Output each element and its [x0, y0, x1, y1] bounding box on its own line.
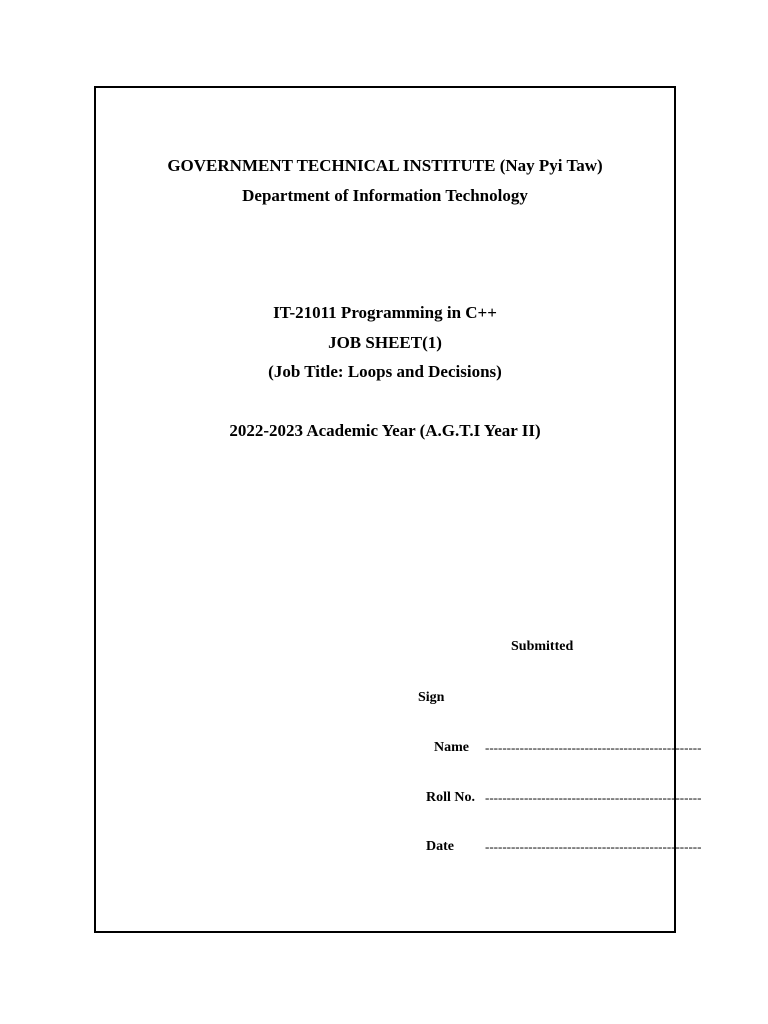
roll-no-label: Roll No.	[426, 790, 475, 805]
cover-page-frame	[94, 86, 702, 933]
institute-title: GOVERNMENT TECHNICAL INSTITUTE (Nay Pyi Taw)	[167, 156, 603, 175]
course-title: IT-21011 Programming in C++	[273, 303, 497, 322]
submitted-label: Submitted	[511, 639, 574, 654]
roll-no-line[interactable]: --------------------------------------------------	[485, 790, 702, 805]
date-label: Date	[426, 839, 454, 854]
name-line[interactable]: --------------------------------------------------	[485, 740, 702, 755]
department-title: Department of Information Technology	[242, 186, 528, 205]
job-sheet-title: JOB SHEET(1)	[328, 333, 442, 352]
academic-year: 2022-2023 Academic Year (A.G.T.I Year II)	[229, 421, 541, 440]
date-line[interactable]: --------------------------------------------------	[485, 839, 702, 854]
job-title: (Job Title: Loops and Decisions)	[268, 362, 502, 381]
name-label: Name	[434, 740, 469, 755]
sign-label: Sign	[418, 690, 445, 705]
